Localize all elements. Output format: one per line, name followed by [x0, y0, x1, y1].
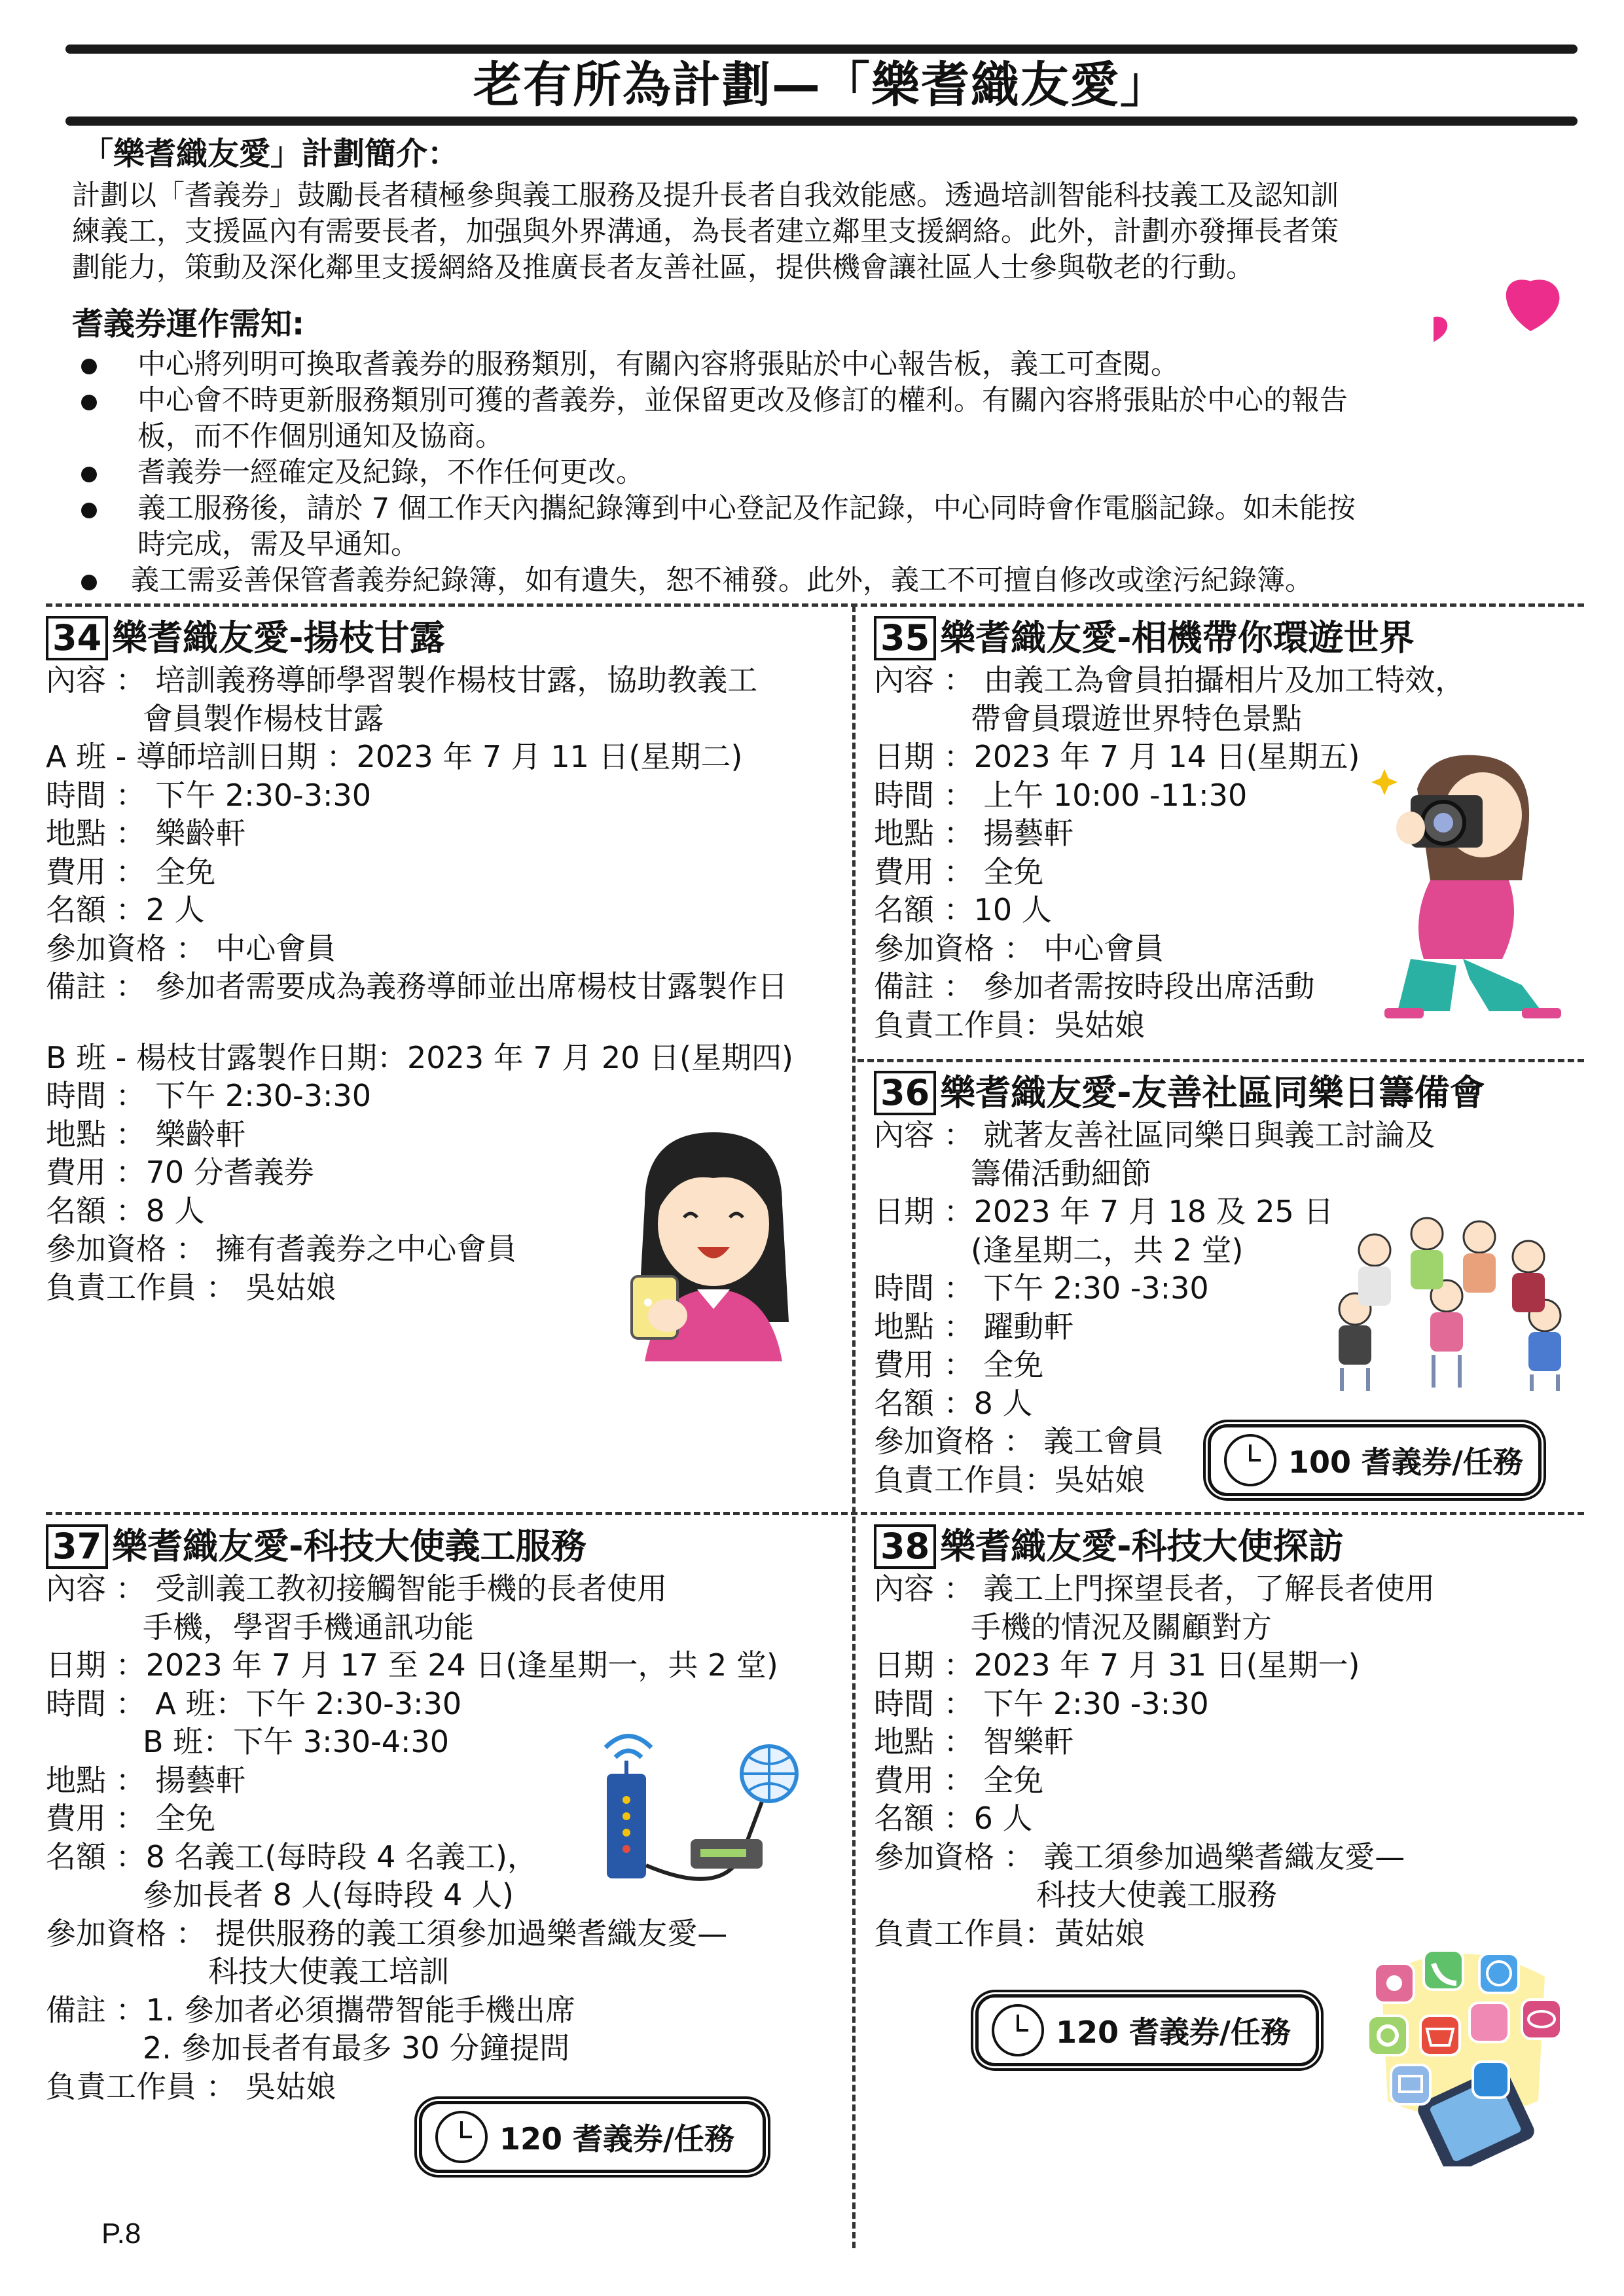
voucher-badge-36 [1208, 1424, 1542, 1496]
detail-line: 備註 ：1. 參加者必須攜帶智能手機出席 [46, 1992, 576, 2028]
detail-line: 科技大使義工培訓 [208, 1954, 449, 1989]
section-number: 35 [874, 616, 936, 660]
detail-line: 名額 ：2 人 [46, 892, 205, 927]
detail-line: 時間 ： A 班：下午 2:30-3:30 [46, 1685, 462, 1721]
divider-right-mid [857, 1059, 1584, 1062]
detail-line: 內容 ： 由義工為會員拍攝相片及加工特效， [874, 662, 1466, 698]
section-number: 36 [874, 1071, 936, 1115]
section-37-title [46, 1524, 778, 1570]
detail-line: 日期 ：2023 年 7 月 14 日(星期五) [874, 739, 1360, 774]
detail-line: 參加長者 8 人(每時段 4 人) [143, 1877, 514, 1912]
detail-line: 時間 ： 下午 2:30 -3:30 [874, 1270, 1209, 1306]
rules-item: 耆義券一經確定及紀錄，不作任何更改。 [72, 455, 1571, 491]
detail-line: 手機，學習手機通訊功能 [143, 1609, 474, 1645]
section-35-title [874, 615, 1465, 661]
detail-line: 地點 ： 樂齡軒 [46, 816, 246, 851]
voucher-badge-38 [975, 1994, 1319, 2066]
section-38-title [874, 1524, 1435, 1570]
intro-line: 劃能力，策動及深化鄰里支援網絡及推廣長者友善社區，提供機會讓社區人士參與敬老的行動。 [72, 251, 1254, 284]
rules-list [72, 347, 1571, 599]
clock-icon [1224, 1434, 1276, 1486]
divider-bottom [46, 1512, 1584, 1515]
spacer [46, 1006, 793, 1039]
section-number: 38 [874, 1524, 936, 1569]
detail-line: 日期 ：2023 年 7 月 17 至 24 日(逢星期一，共 2 堂) [46, 1647, 778, 1683]
voucher-label: 120 耆義券/任務 [1056, 2015, 1291, 2050]
detail-line: 名額 ：8 人 [46, 1193, 205, 1229]
detail-line: B 班 - 楊枝甘露製作日期：2023 年 7 月 20 日(星期四) [46, 1039, 793, 1075]
detail-line: 內容 ： 受訓義工教初接觸智能手機的長者使用 [46, 1571, 668, 1606]
detail-line: 地點 ： 揚藝軒 [46, 1762, 246, 1798]
router-wifi-illustration [592, 1721, 808, 1892]
rules-item: 中心會不時更新服務類別可獲的耆義券，並保留更改及修訂的權利。有關內容將張貼於中心的報告 [72, 383, 1571, 419]
detail-line: 負責工作員 ： 吳姑娘 [46, 2068, 336, 2104]
detail-line: 籌備活動細節 [971, 1155, 1151, 1191]
detail-line: 內容 ： 就著友善社區同樂日與義工討論及 [874, 1117, 1435, 1153]
detail-line: 2. 參加長者有最多 30 分鐘提問 [143, 2030, 570, 2066]
detail-line: 費用 ： 全免 [46, 1801, 216, 1836]
section-heading: 樂耆織友愛-相機帶你環遊世界 [940, 617, 1415, 658]
detail-line: 費用 ：70 分耆義券 [46, 1155, 314, 1190]
section-heading: 樂耆織友愛-科技大使探訪 [940, 1526, 1344, 1567]
intro-line: 計劃以「耆義券」鼓勵長者積極參與義工服務及提升長者自我效能感。透過培訓智能科技義工及認知訓 [72, 179, 1339, 212]
detail-line: 地點 ： 躍動軒 [874, 1308, 1074, 1344]
detail-line: 參加資格 ： 提供服務的義工須參加過樂耆織友愛— [46, 1915, 728, 1951]
rules-item: 義工服務後，請於 7 個工作天內攜紀錄簿到中心登記及作記錄，中心同時會作電腦記錄。如未能按 [72, 491, 1571, 527]
section-38-details [874, 1570, 1435, 1952]
detail-line: 名額 ：8 名義工(每時段 4 名義工)， [46, 1839, 537, 1874]
detail-line: 費用 ： 全免 [874, 1762, 1044, 1798]
detail-line: 參加資格 ： 義工須參加過樂耆織友愛— [874, 1839, 1405, 1874]
detail-line: 時間 ： 下午 2:30-3:30 [46, 777, 372, 813]
detail-line: 名額 ：8 人 [874, 1385, 1033, 1421]
smartphone-apps-illustration [1355, 1937, 1571, 2166]
woman-drink-illustration [619, 1126, 808, 1361]
detail-line: 參加資格 ： 擁有耆義券之中心會員 [46, 1231, 517, 1266]
detail-line: 地點 ： 揚藝軒 [874, 816, 1074, 851]
detail-line: 時間 ： 下午 2:30 -3:30 [874, 1685, 1209, 1721]
page-number: P.8 [101, 2217, 141, 2250]
page-title: 老有所為計劃—「樂耆織友愛」 [473, 57, 1170, 113]
detail-line: 負責工作員：吳姑娘 [874, 1007, 1145, 1043]
detail-line: 科技大使義工服務 [1036, 1877, 1277, 1912]
detail-line: 地點 ： 智樂軒 [874, 1724, 1074, 1759]
detail-line: 名額 ：6 人 [874, 1801, 1033, 1836]
clock-icon [992, 2004, 1044, 2056]
rules-item-cont: 時完成，需及早通知。 [137, 528, 419, 561]
divider-vertical [852, 605, 856, 2248]
section-heading: 樂耆織友愛-揚枝甘露 [112, 617, 445, 658]
meeting-group-illustration [1329, 1211, 1571, 1394]
detail-line: 時間 ： 下午 2:30-3:30 [46, 1078, 372, 1113]
voucher-label: 100 耆義券/任務 [1288, 1444, 1523, 1480]
detail-line: 時間 ： 上午 10:00 -11:30 [874, 777, 1248, 813]
rules-item: 中心將列明可換取耆義券的服務類別，有關內容將張貼於中心報告板，義工可查閱。 [72, 347, 1571, 383]
detail-line: 日期 ：2023 年 7 月 18 及 25 日 [874, 1194, 1334, 1229]
detail-line: 參加資格 ： 義工會員 [874, 1424, 1164, 1459]
section-34-title [46, 615, 793, 661]
rules-item-cont: 板，而不作個別通知及協商。 [137, 420, 503, 453]
detail-line: 負責工作員：吳姑娘 [874, 1462, 1145, 1498]
intro-heading: 「樂耆織友愛」計劃簡介： [82, 135, 460, 172]
intro-paragraph [72, 178, 1339, 286]
detail-line: 負責工作員：黃姑娘 [874, 1915, 1145, 1951]
detail-line: 帶會員環遊世界特色景點 [971, 700, 1302, 736]
rules-heading: 耆義券運作需知: [72, 306, 305, 342]
detail-line: 會員製作楊枝甘露 [143, 700, 384, 736]
voucher-label: 120 耆義券/任務 [499, 2121, 734, 2157]
divider-top [46, 603, 1584, 607]
detail-line: 內容 ： 培訓義務導師學習製作楊枝甘露，協助教義工 [46, 662, 758, 698]
section-number: 34 [46, 616, 108, 660]
detail-line: 備註 ： 參加者需要成為義務導師並出席楊枝甘露製作日 [46, 969, 788, 1004]
intro-line: 練義工，支援區內有需要長者，加强與外界溝通，為長者建立鄰里支援網絡。此外，計劃亦發揮長者策 [72, 215, 1339, 248]
detail-line: 手機的情況及關顧對方 [971, 1609, 1272, 1645]
section-36-title [874, 1070, 1485, 1116]
detail-line: 名額 ：10 人 [874, 892, 1052, 927]
section-38 [874, 1524, 1435, 1952]
detail-line: 備註 ： 參加者需按時段出席活動 [874, 969, 1315, 1004]
title-banner [65, 45, 1578, 118]
photographer-illustration [1371, 749, 1568, 1024]
detail-line: 費用 ： 全免 [874, 1347, 1044, 1382]
detail-line: B 班：下午 3:30-4:30 [143, 1724, 449, 1759]
detail-line: A 班 - 導師培訓日期 ：2023 年 7 月 11 日(星期二) [46, 739, 743, 774]
detail-line: 內容 ： 義工上門探望長者，了解長者使用 [874, 1571, 1435, 1606]
voucher-badge-37 [419, 2101, 766, 2173]
detail-line: 日期 ：2023 年 7 月 31 日(星期一) [874, 1647, 1360, 1683]
detail-line: 地點 ： 樂齡軒 [46, 1116, 246, 1152]
section-number: 37 [46, 1524, 108, 1569]
section-heading: 樂耆織友愛-科技大使義工服務 [112, 1526, 586, 1567]
clock-icon [435, 2111, 488, 2163]
detail-line: 負責工作員 ： 吳姑娘 [46, 1269, 336, 1305]
title-rule-top [65, 45, 1578, 54]
detail-line: 費用 ： 全免 [874, 853, 1044, 889]
detail-line: 參加資格 ： 中心會員 [46, 930, 336, 966]
title-rule-bottom [65, 117, 1578, 126]
detail-line: 參加資格 ： 中心會員 [874, 930, 1164, 966]
section-heading: 樂耆織友愛-友善社區同樂日籌備會 [940, 1072, 1485, 1113]
detail-line: (逢星期二，共 2 堂) [971, 1232, 1244, 1268]
detail-line: 費用 ： 全免 [46, 853, 216, 889]
rules-item: 義工需妥善保管耆義券紀錄簿，如有遺失，恕不補發。此外，義工不可擅自修改或塗污紀錄簿。 [72, 563, 1571, 599]
